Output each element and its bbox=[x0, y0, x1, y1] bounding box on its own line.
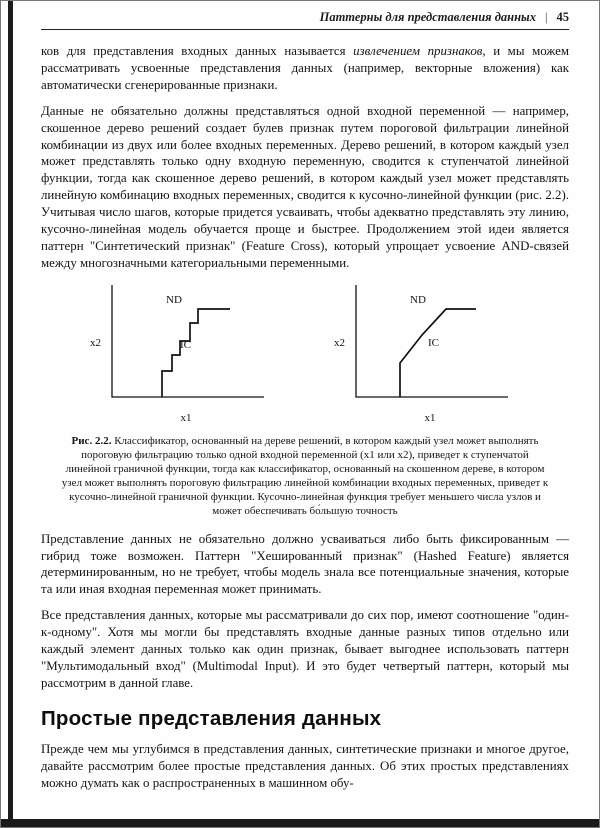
region-label-ic: IC bbox=[180, 338, 191, 351]
figure-caption-text: Классификатор, основанный на дереве решений, в котором каждый узел может выполнять пороговую фильтрацию только одной входной переменной (x1 или x2), приведет к ступенчатой линейной граничной функции, тогда как классификатор, основанный на скошенном дереве, в котором узел может выполнять пороговую фильтрацию линейной комбинации входных переменных, приведет к кусочно-линейной граничной функции. Кусочно-линейная функция требует меньшего числа узлов и может обеспечивать бо́льшую точность bbox=[61, 434, 549, 517]
paragraph-1 bbox=[41, 43, 569, 94]
paragraph-3: Представление данных не обязательно должно усваиваться либо быть фиксированным — гибрид тоже возможен. Паттерн "Хешированный признак" (Hashed Feature) является детерминированным, но не требует, чтобы модель знала все потенциальные значения, которые та или иная входная переменная может принимать. bbox=[41, 531, 569, 597]
y-axis-label: x2 bbox=[334, 336, 345, 349]
region-label-nd: ND bbox=[410, 293, 426, 306]
figure-caption-label: Рис. 2.2. bbox=[71, 434, 112, 447]
paragraph-4: Все представления данных, которые мы рассматривали до сих пор, имеют соотношение "один-к-одному". Хотя мы могли бы представлять входные данные разных типов отдельно или каждый элемент данных только как один признак, бывает выгоднее использовать паттерн "Мультимодальный вход" (Multimodal Input). И это будет четвертый паттерн, который мы рассмотрим в данной главе. bbox=[41, 608, 569, 690]
figure-caption bbox=[59, 435, 551, 519]
x-axis-label: x1 bbox=[424, 411, 436, 424]
x-axis-label: x1 bbox=[180, 411, 192, 424]
region-label-ic: IC bbox=[428, 336, 439, 349]
page-number: 45 bbox=[556, 10, 569, 24]
paragraph-2: Данные не обязательно должны представляться одной входной переменной — например, скошенное дерево решений создает булев признак путем пороговой фильтрации линейной комбинации из двух или более входных переменных. Дерево решений, в котором каждый узел может представлять только одну входную переменную, сводится к ступенчатой линейной функции, тогда как скошенное дерево решений, в котором каждый узел может представлять линейную комбинацию входных переменных, сводится к кусочно-линейной функции (рис. 2.2). Учитывая число шагов, которые придется усваивать, чтобы адекватно представлять эту линию, кусочно-линейная модель обучается проще и быстрее. Продолжением этой идеи является паттерн "Синтетический признак" (Feature Cross), который упрощает усвоение AND-связей между многозначными категориальными переменными. bbox=[41, 103, 569, 270]
section-heading: Простые представления данных bbox=[41, 706, 382, 730]
paragraph-1-text-a: ков для представления входных данных называется bbox=[41, 44, 354, 58]
paragraph-1-italic-term: извлечением признаков bbox=[353, 44, 483, 58]
header-rule bbox=[41, 29, 569, 30]
figure-2-2 bbox=[41, 281, 569, 431]
y-axis-label: x2 bbox=[90, 336, 101, 349]
paragraph-5: Прежде чем мы углубимся в представления данных, синтетические признаки и многое другое, давайте рассмотрим более простые представления данных. Об этих простых представлениях можно думать как о распространенных в машинном обу- bbox=[41, 741, 569, 790]
scan-edge-left bbox=[8, 1, 13, 827]
region-label-nd: ND bbox=[166, 293, 182, 306]
chart-stepwise bbox=[90, 281, 276, 431]
chart-piecewise bbox=[334, 281, 520, 431]
paragraph-1-text-b: , и мы можем рассматривать усвоенные представления данных (например, векторные вложения) как автоматически сгенерированные признаки. bbox=[41, 44, 569, 92]
scan-edge-bottom bbox=[1, 819, 599, 827]
header-separator: | bbox=[544, 10, 548, 24]
header-title: Паттерны для представления данных bbox=[319, 10, 536, 24]
page-header bbox=[41, 10, 569, 25]
page-content bbox=[41, 10, 569, 800]
